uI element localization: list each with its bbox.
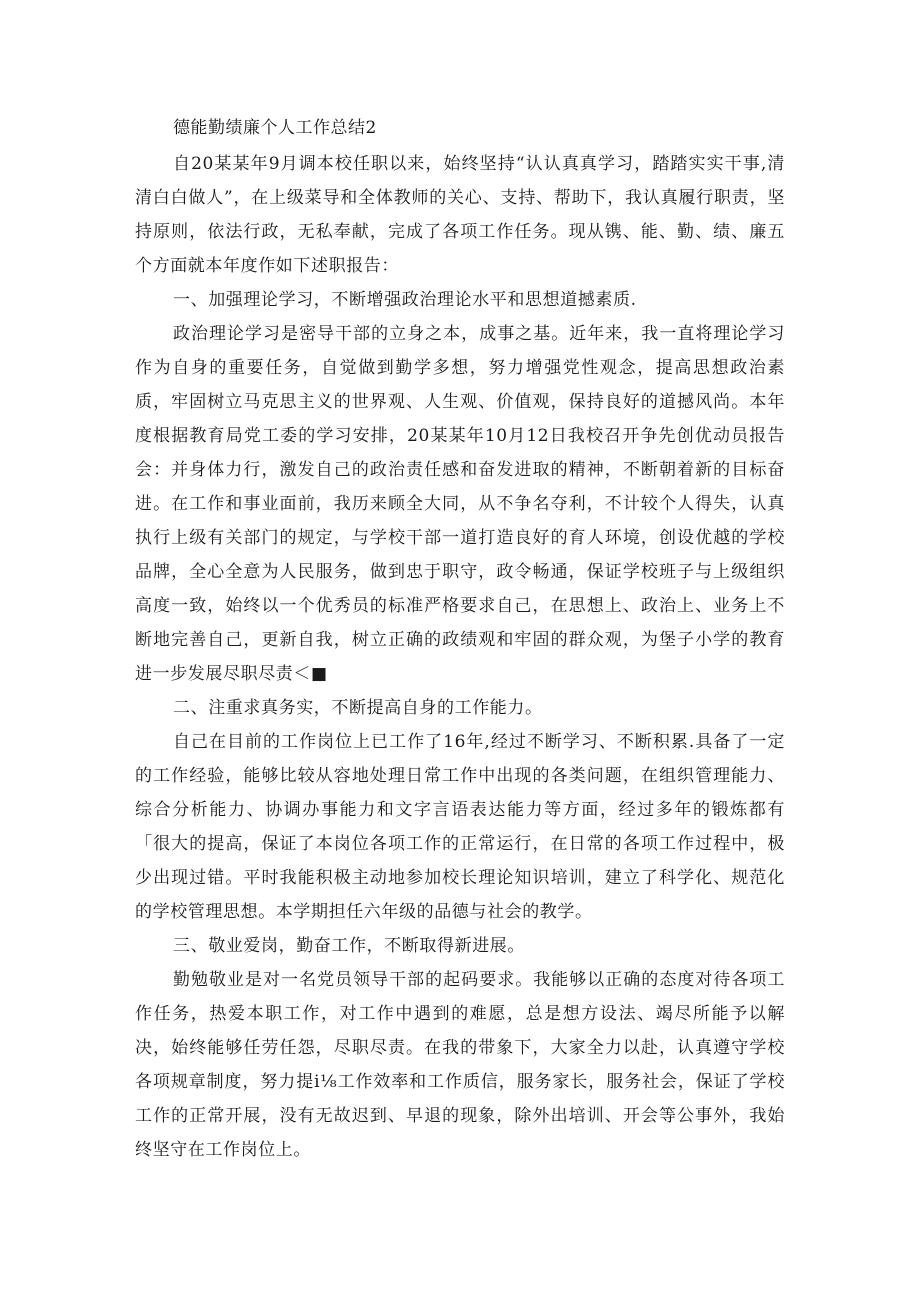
paragraph-intro: 自20某某年9月调本校任职以来，始终坚持“认认真真学习，踏踏实实干事,清清白白做人”，在上级菜导和全体教师的关心、支持、帮助下，我认真履行职责，坚持原则，依法行政，无私奉献，完成了各项工作任务。现从镌、能、勤、绩、廉五个方面就本年度作如下述职报告：: [135, 154, 785, 276]
paragraph-section-1: 政治理论学习是密导干部的立身之本，成事之基。近年来，我一直将理论学习作为自身的重要任务，自觉做到勤学多想，努力增强党性观念，提高思想政治素质，牢固树立马克思主义的世界观、人生观、价值观，保持良好的道撼风尚。本年度根据教育局党工委的学习安排，20某某年10月12日我校召开争先创优动员报告会：并身体力行，激发自己的政治责任感和奋发进取的精神，不断朝着新的目标奋进。在工作和事业面前，我历来顾全大同，从不争名夺利，不计较个人得失，认真执行上级有关部门的规定，与学校干部一道打造良好的育人环境，创设优越的学校品牌，全心全意为人民服务，做到忠于职守，政令畅通，保证学校班子与上级组织高度一致，始终以一个优秀员的标准严格要求自己，在思想上、政治上、业务上不断地完善自己，更新自我，树立正确的政绩观和牢固的群众观，为堡子小学的教育进一步发展尽职尽责＜■: [135, 324, 785, 684]
document-title: 德能勤绩廉个人工作总结2: [173, 118, 377, 138]
section-heading-2: 二、注重求真务实，不断提高自身的工作能力。: [173, 698, 543, 718]
document-body: [135, 113, 785, 1167]
section-heading-3: 三、敬业爱岗，勤奋工作，不断取得新进展。: [173, 936, 525, 956]
section-heading-1: 一、加强理论学习，不断增强政治理论水平和思想道撼素质.: [173, 290, 637, 310]
paragraph-section-2: 自己在目前的工作岗位上已工作了16年,经过不断学习、不断积累.具备了一定的工作经验，能够比较从容地处理日常工作中出现的各类问题，在组织管理能力、综合分析能力、协调办事能力和文字言语表达能力等方面，经过多年的锻炼都有「很大的提高，保证了本岗位各项工作的正常运行，在日常的各项工作过程中，极少出现过错。平时我能积极主动地参加校长理论知识培训，建立了科学化、规范化的学校管理思想。本学期担任六年级的品德与社会的教学。: [135, 732, 785, 922]
paragraph-section-3: 勤勉敬业是对一名党员领导干部的起码要求。我能够以正确的态度对待各项工作任务，热爱本职工作，对工作中遇到的难愿，总是想方设法、竭尽所能予以解决，始终能够任劳任怨，尽职尽责。在我的带象下，大家全力以赴，认真遵守学校各项规章制度，努力提i⅛工作效率和工作质信，服务家长，服务社会，保证了学校工作的正常开展，没有无故迟到、早退的现象，除外出培训、开会等公事外，我始终坚守在工作岗位上。: [135, 970, 785, 1160]
